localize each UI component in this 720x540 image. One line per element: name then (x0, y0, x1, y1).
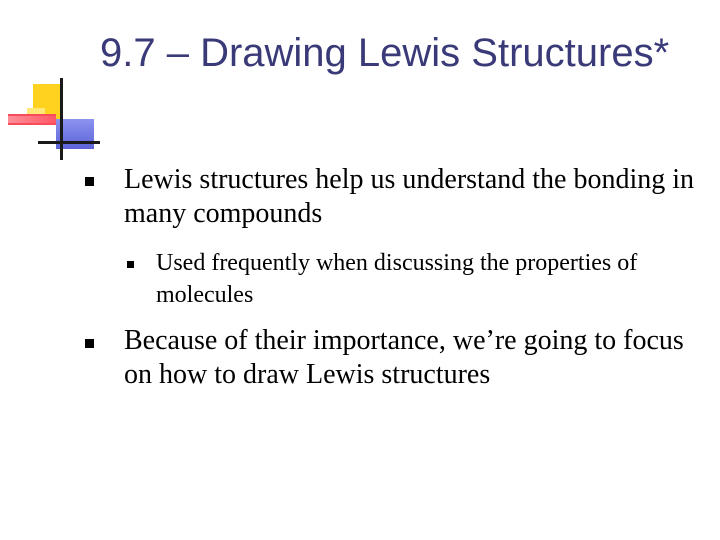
sub-bullet-marker (127, 261, 134, 268)
bullet-item: Lewis structures help us understand the bonding in many compounds (124, 164, 695, 229)
slide-title: 9.7 – Drawing Lewis Structures* (100, 31, 670, 75)
bullet-item: Because of their importance, we’re going to focus on how to draw Lewis structures (124, 325, 684, 390)
sub-bullet-item: Used frequently when discussing the properties of molecules (156, 250, 638, 308)
bullet-marker (85, 177, 94, 186)
bullet-marker (85, 339, 94, 348)
